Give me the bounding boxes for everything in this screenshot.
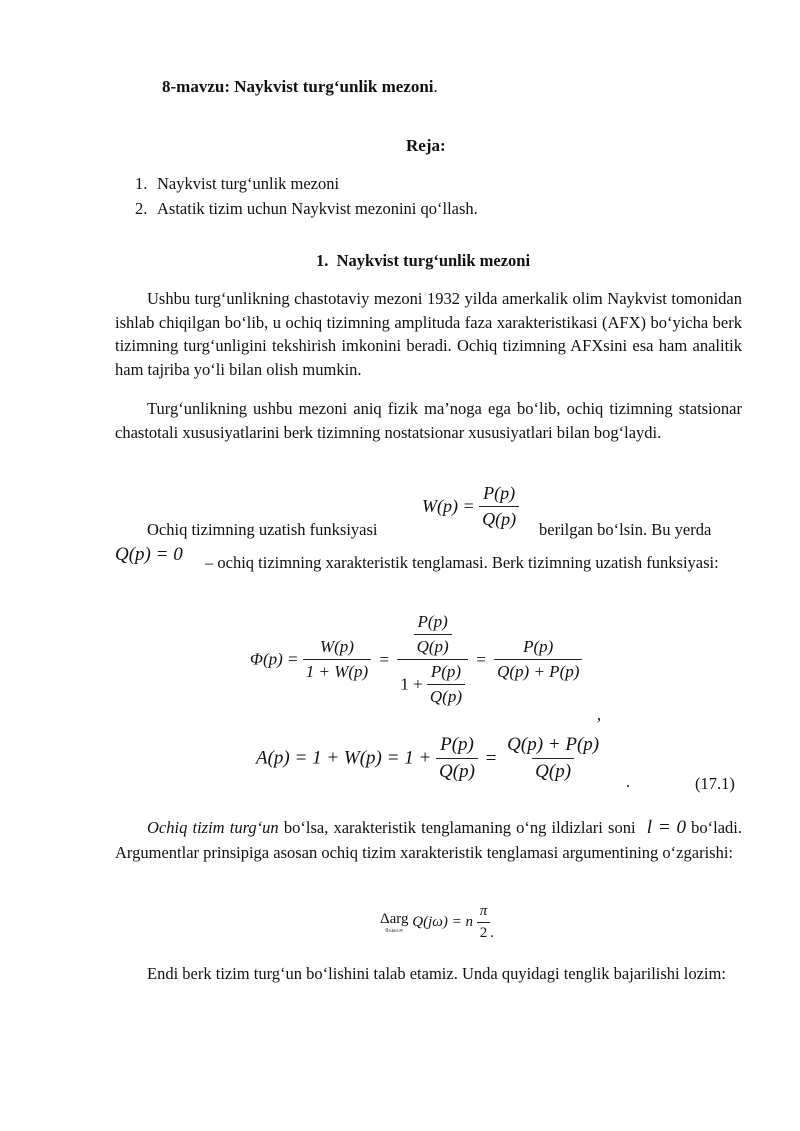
plan-item-text: Naykvist turg‘unlik mezoni	[157, 174, 340, 193]
formula-dot: .	[626, 772, 631, 791]
inner-numerator: P(p)	[430, 662, 462, 681]
fraction-numerator	[411, 612, 455, 659]
inner-denominator: Q(p)	[427, 684, 465, 707]
fraction-numerator: P(p)	[523, 637, 554, 656]
phi-fraction-3	[494, 637, 582, 682]
fraction-numerator: π	[479, 903, 488, 919]
fraction-numerator: W(p)	[319, 637, 354, 656]
paragraph-3-end-text: – ochiq tizimning xarakteristik tenglamasi. Berk tizimning uzatish funksiyasi:	[205, 553, 719, 572]
fraction-denominator: Q(p) + P(p)	[494, 659, 582, 682]
fraction-denominator: Q(p)	[436, 758, 478, 783]
char-polynomial-formula	[256, 734, 602, 783]
char-equation-formula: Q(p) = 0	[115, 544, 183, 565]
paragraph-5: Endi berk tizim turg‘un bo‘lishini talab etamiz. Unda quyidagi tenglik bajarilishi lozim:	[147, 964, 726, 983]
equals-sign: =	[379, 649, 390, 669]
equals-sign: =	[476, 649, 486, 669]
inner-fraction	[427, 662, 465, 707]
equation-number: (17.1)	[695, 774, 735, 793]
fraction-denominator: 2	[477, 922, 491, 942]
paragraph-4-end: bo‘ladi. Argumentlar prinsipiga asosan ochiq tizim xarakteristik tenglamasi argumentining o‘zgarishi:	[115, 818, 743, 862]
fraction-denominator: Q(p)	[479, 506, 519, 530]
closed-loop-formula	[250, 612, 582, 707]
paragraph-4-rest: bo‘lsa, xarakteristik tenglamaning o‘ng ildizlari soni	[283, 818, 636, 837]
title-text: 8-mavzu: Naykvist turg‘unlik mezoni	[162, 77, 434, 96]
phi-fraction-2	[397, 612, 468, 707]
section-heading: 1. Naykvist turg‘unlik mezoni	[316, 251, 531, 270]
paragraph-3-mid: berilgan bo‘lsin. Bu yerda	[539, 520, 712, 539]
paragraph-3-end	[115, 551, 742, 575]
delta-arg-group	[380, 911, 409, 934]
title-tail: .	[433, 77, 438, 96]
transfer-function-formula	[422, 483, 519, 530]
fraction-numerator: P(p)	[483, 483, 516, 503]
equals-sign: =	[485, 747, 497, 769]
phi-fraction-1	[303, 637, 371, 682]
A-lhs: A(p) = 1 + W(p) = 1 +	[256, 747, 432, 769]
A-fraction-2	[504, 734, 602, 783]
plan-list	[135, 171, 478, 221]
argument-change-formula	[380, 903, 494, 942]
A-fraction-1	[436, 734, 478, 783]
fraction-numerator: P(p)	[440, 734, 474, 755]
formula-lhs: W(p) =	[422, 496, 475, 516]
document-title	[162, 77, 438, 97]
pi-over-two-fraction	[477, 903, 491, 942]
paragraph-4	[115, 815, 742, 865]
fraction-denominator: Q(p)	[532, 758, 574, 783]
inner-fraction	[414, 612, 452, 657]
inner-numerator: P(p)	[417, 612, 448, 631]
delta-arg: Δarg	[380, 911, 409, 927]
right-roots-formula: l = 0	[646, 817, 686, 838]
plan-item-number: 1.	[135, 174, 148, 193]
paragraph-1: Ushbu turg‘unlikning chastotaviy mezoni 1932 yilda amerkalik olim Naykvist tomonidan ishlab chiqilgan bo‘lib, u ochiq tizimning amplituda faza xarakteristikasi (AFX) bo‘yicha berk tizimning turg‘unligini tekshirish imkonini beradi. Ochiq tizimning AFXsini esa ham analitik ham tajriba yo‘li bilan olish mumkin.	[115, 289, 742, 379]
paragraph-3-start: Ochiq tizimning uzatish funksiyasi	[147, 520, 378, 539]
inner-denominator: Q(p)	[414, 634, 452, 657]
formula-comma: ,	[597, 705, 602, 724]
fraction-numerator: Q(p) + P(p)	[507, 734, 600, 755]
phi-lhs: Φ(p) =	[250, 649, 299, 669]
fraction-denominator: 1 + W(p)	[303, 659, 371, 682]
plan-item	[135, 171, 478, 196]
plan-heading: Reja:	[406, 136, 446, 155]
formula-dot: .	[490, 925, 494, 941]
argument-expression: Q(jω) = n	[412, 914, 473, 930]
formula-fraction	[479, 483, 519, 530]
plan-item-number: 2.	[135, 199, 148, 218]
fraction-denominator	[397, 659, 468, 707]
paragraph-2: Turg‘unlikning ushbu mezoni aniq fizik ma’noga ega bo‘lib, ochiq tizimning statsionar chastotali xususiyatlarini berk tizimning nostatsionar xususiyatlari bilan bog‘laydi.	[115, 399, 742, 442]
delta-arg-subscript: 0≤ω≤∞	[385, 928, 404, 934]
one-plus: 1 +	[400, 674, 423, 694]
plan-item-text: Astatik tizim uchun Naykvist mezonini qo‘llash.	[157, 199, 478, 218]
plan-item	[135, 196, 478, 221]
paragraph-4-italic: Ochiq tizim turg‘un	[147, 818, 279, 837]
